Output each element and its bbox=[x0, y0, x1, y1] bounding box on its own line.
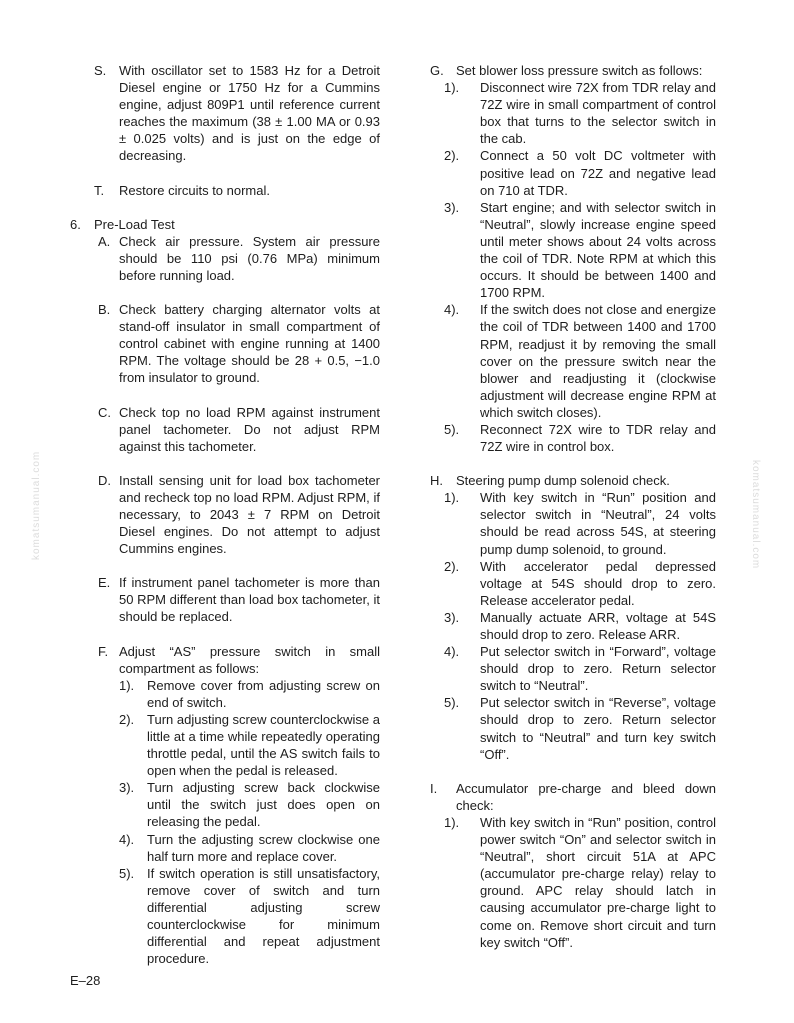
step-item bbox=[444, 199, 716, 302]
item-label: T. bbox=[94, 182, 105, 198]
item-D bbox=[70, 472, 380, 557]
item-text: Check battery charging alternator volts at stand-off insulator in small compartment of control cabinet with engine running at 1400 RPM. The voltage should be 28 + 0.5, −1.0 from insulator to ground. bbox=[119, 302, 380, 386]
step-item bbox=[444, 421, 716, 455]
step-item bbox=[444, 301, 716, 421]
step-text: Put selector switch in “Forward”, voltage should drop to zero. Return selector switch to “Neutral”. bbox=[480, 644, 716, 694]
step-label: 1). bbox=[119, 677, 135, 693]
step-text: Turn the adjusting screw clockwise one half turn more and replace cover. bbox=[147, 831, 380, 864]
item-text: Install sensing unit for load box tachometer and recheck top no load RPM. Adjust RPM, if necessary, to 2043 ± 7 RPM on Detroit Diesel engines. Do not attempt to adjust Cummins engines. bbox=[119, 472, 380, 557]
step-text: Disconnect wire 72X from TDR relay and 72Z wire in small compartment of control box that turns to the selector switch in the cab. bbox=[480, 80, 716, 147]
item-G bbox=[430, 62, 716, 79]
step-item bbox=[119, 711, 380, 779]
item-label: B. bbox=[98, 302, 111, 318]
step-text: With key switch in “Run” position, control power switch “On” and selector switch in “Neutral”, short circuit 51A at APC (accumulator pre-charge relay) relay to ground. APC relay should latch in causing accumulator pre-charge light to come on. Remove short circuit and turn key switch “Off”. bbox=[480, 814, 716, 950]
item-text: Adjust “AS” pressure switch in small compartment as follows: bbox=[119, 643, 380, 676]
page-number: E–28 bbox=[70, 973, 101, 988]
item-T bbox=[70, 182, 380, 199]
step-text: Turn adjusting screw back clockwise until the switch just does open on releasing the pedal. bbox=[147, 780, 380, 830]
item-I-steps bbox=[444, 814, 716, 951]
item-H-steps bbox=[444, 489, 716, 763]
step-text: Turn adjusting screw counterclockwise a little at a time while repeatedly operating throttle pedal, until the AS switch fails to open when the pedal is released. bbox=[147, 711, 380, 779]
item-label: F. bbox=[98, 643, 109, 659]
step-label: 2). bbox=[444, 148, 460, 164]
step-label: 4). bbox=[119, 831, 135, 847]
item-text: Check top no load RPM against instrument panel tachometer. Do not adjust RPM against this tachometer. bbox=[119, 404, 380, 454]
step-label: 1). bbox=[444, 80, 460, 96]
item-label: S. bbox=[94, 63, 107, 78]
item-text: With oscillator set to 1583 Hz for a Detroit Diesel engine or 1750 Hz for a Cummins engine, adjust 809P1 until reference current reaches the maximum (38 ± 1.00 MA or 0.93 ± 0.025 volts) and is just on the edge of decreasing. bbox=[119, 63, 380, 164]
watermark-left: komatsumanual.com bbox=[31, 450, 42, 560]
step-label: 3). bbox=[444, 609, 460, 625]
step-text: Manually actuate ARR, voltage at 54S should drop to zero. Release ARR. bbox=[480, 609, 716, 642]
step-label: 3). bbox=[119, 780, 135, 796]
step-label: 5). bbox=[444, 695, 460, 711]
item-text: Check air pressure. System air pressure should be 110 psi (0.76 MPa) minimum before running load. bbox=[119, 233, 380, 283]
item-text: Accumulator pre-charge and bleed down check: bbox=[456, 780, 716, 813]
item-text: Set blower loss pressure switch as follows: bbox=[456, 63, 703, 78]
step-item bbox=[119, 677, 380, 711]
step-text: Put selector switch in “Reverse”, voltage should drop to zero. Return selector switch to “Neutral” and turn key switch “Off”. bbox=[480, 695, 716, 762]
item-label: I. bbox=[430, 780, 438, 796]
item-text: Restore circuits to normal. bbox=[119, 182, 270, 198]
item-label: D. bbox=[98, 472, 111, 488]
step-item bbox=[444, 79, 716, 147]
step-item bbox=[119, 779, 380, 830]
step-item bbox=[444, 558, 716, 609]
item-text: If instrument panel tachometer is more than 50 RPM different than load box tachometer, it should be replaced. bbox=[119, 575, 380, 625]
item-A bbox=[70, 233, 380, 284]
step-label: 5). bbox=[444, 421, 460, 437]
item-E bbox=[70, 574, 380, 625]
section-6-heading bbox=[70, 216, 380, 233]
step-label: 3). bbox=[444, 199, 460, 215]
item-text: Steering pump dump solenoid check. bbox=[456, 473, 670, 489]
item-F-steps bbox=[119, 677, 380, 968]
step-label: 1). bbox=[444, 490, 460, 506]
step-text: Remove cover from adjusting screw on end of switch. bbox=[147, 677, 380, 710]
step-item bbox=[444, 489, 716, 557]
item-C bbox=[70, 404, 380, 455]
step-text: If switch operation is still unsatisfactory, remove cover of switch and turn differential adjusting screw counterclockwise for minimum differential and repeat adjustment procedure. bbox=[147, 865, 380, 967]
step-item bbox=[444, 814, 716, 951]
step-text: If the switch does not close and energize the coil of TDR between 1400 and 1700 RPM, readjust it by removing the small cover on the pressure switch near the blower and readjusting it (clockwise adjustment will decrease engine RPM at which switch closes). bbox=[480, 302, 716, 420]
step-label: 5). bbox=[119, 865, 135, 881]
step-text: With key switch in “Run” position and selector switch in “Neutral”, 24 volts should be read across 54S, at steering pump dump solenoid, to ground. bbox=[480, 490, 716, 557]
item-label: A. bbox=[98, 233, 111, 249]
step-item bbox=[444, 643, 716, 694]
step-text: With accelerator pedal depressed voltage at 54S should drop to zero. Release accelerator pedal. bbox=[480, 558, 716, 608]
item-label: E. bbox=[98, 575, 111, 591]
step-item bbox=[119, 831, 380, 865]
step-label: 2). bbox=[444, 558, 460, 574]
item-S bbox=[70, 62, 380, 165]
item-I bbox=[430, 780, 716, 814]
item-label: C. bbox=[98, 404, 111, 420]
step-label: 4). bbox=[444, 644, 460, 660]
step-item bbox=[444, 694, 716, 762]
item-label: H. bbox=[430, 473, 443, 489]
step-text: Start engine; and with selector switch in “Neutral”, slowly increase engine speed until meter shows about 24 volts across the coil of TDR. Note RPM at which this occurs. It should be between 1400 and 1700 RPM. bbox=[480, 199, 716, 301]
step-label: 1). bbox=[444, 814, 460, 830]
right-column bbox=[430, 62, 716, 951]
left-column bbox=[70, 62, 380, 967]
item-B bbox=[70, 301, 380, 386]
step-label: 2). bbox=[119, 711, 135, 727]
step-item bbox=[119, 865, 380, 968]
section-label: 6. bbox=[70, 216, 81, 232]
watermark-right: komatsumanual.com bbox=[750, 460, 761, 570]
step-item bbox=[444, 147, 716, 198]
step-text: Reconnect 72X wire to TDR relay and 72Z wire in control box. bbox=[480, 421, 716, 455]
step-text: Connect a 50 volt DC voltmeter with positive lead on 72Z and negative lead on 710 at TDR. bbox=[480, 148, 716, 198]
item-H bbox=[430, 472, 716, 489]
section-title: Pre-Load Test bbox=[94, 216, 175, 232]
item-G-steps bbox=[444, 79, 716, 455]
item-label: G. bbox=[430, 63, 444, 78]
step-label: 4). bbox=[444, 302, 460, 318]
step-item bbox=[444, 609, 716, 643]
item-F bbox=[70, 643, 380, 677]
